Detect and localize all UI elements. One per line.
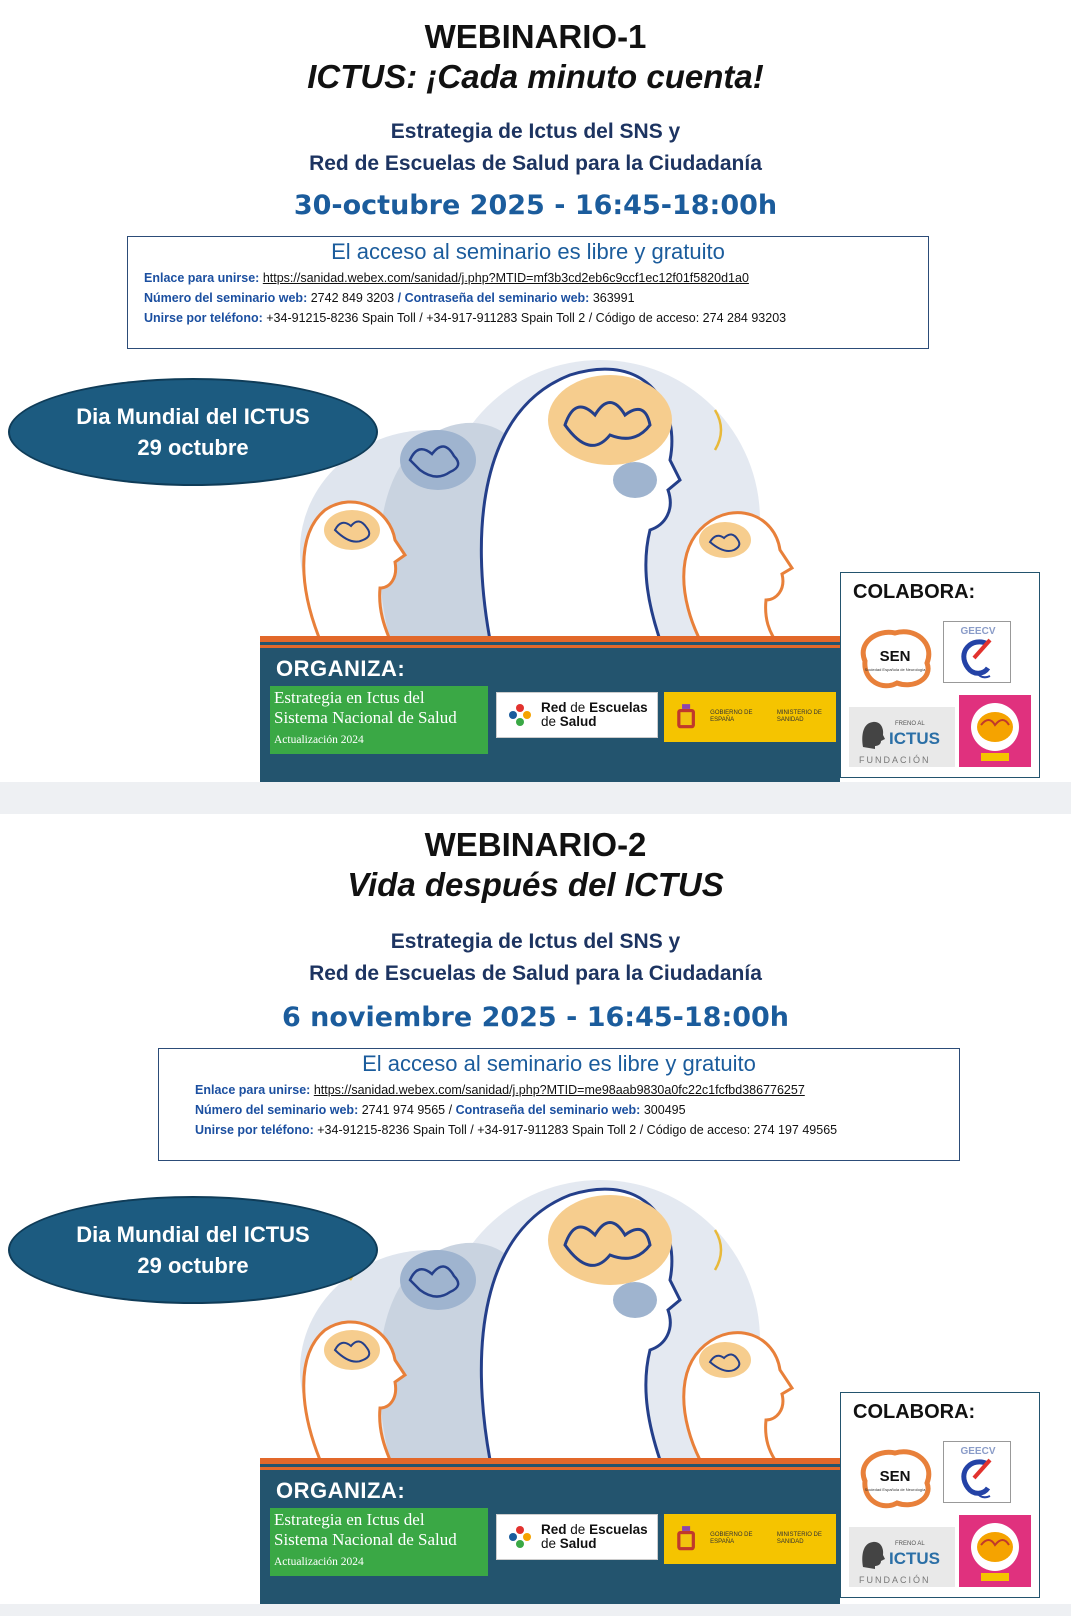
colabora-label: COLABORA:: [853, 1401, 976, 1423]
webinar-heading: WEBINARIO-2: [424, 826, 647, 863]
orange-stripe-thin: [260, 1467, 840, 1470]
strategy-update: Actualización 2024: [274, 1556, 364, 1568]
de-word-2: de: [541, 1536, 557, 1551]
sen-text: SEN: [879, 1468, 911, 1485]
number-label: Número del seminario web:: [195, 1103, 359, 1117]
number-label: Número del seminario web:: [144, 291, 308, 305]
head-silhouettes-illustration: [280, 350, 840, 640]
gobierno-text: GOBIERNO DE ESPAÑA: [710, 1532, 753, 1545]
world-stroke-day-badge: [8, 1196, 378, 1304]
password-label: / Contraseña del seminario web:: [397, 291, 590, 305]
link-label: Enlace para unirse:: [195, 1083, 311, 1097]
stroke-strategy-logo: [270, 686, 488, 754]
access-free-text: El acceso al seminario es libre y gratuito: [362, 1051, 756, 1076]
sen-subtext: Sociedad Española de Neurología: [864, 667, 926, 672]
phone-value: +34-91215-8236 Spain Toll / +34-917-911283 Spain Toll 2 / Código de acceso: 274 284 93203: [266, 311, 787, 325]
red-escuelas-logo: [496, 692, 658, 738]
coat-of-arms-icon: [674, 699, 698, 735]
flower-icon: [507, 1524, 533, 1550]
fundacion-ictus-logo: [849, 707, 955, 767]
world-stroke-day-badge: [8, 378, 378, 486]
strategy-line-1: Estrategia en Ictus del: [274, 688, 425, 707]
government-logo: [664, 1514, 836, 1564]
afasia-logo: [959, 1515, 1031, 1587]
government-logo: [664, 692, 836, 742]
link-label: Enlace para unirse:: [144, 271, 260, 285]
link-row: [159, 1083, 959, 1097]
organizer-line-1: Estrategia de Ictus del SNS y: [390, 930, 681, 953]
phone-label: Unirse por teléfono:: [144, 311, 263, 325]
strategy-line-1: Estrategia en Ictus del: [274, 1510, 425, 1529]
badge-line-1: Dia Mundial del ICTUS: [76, 404, 310, 429]
webinar-subtitle: Vida después del ICTUS: [347, 866, 724, 903]
orange-stripe: [260, 636, 840, 642]
salud-word: Salud: [559, 714, 597, 729]
fundacion-ictus-logo: [849, 1527, 955, 1587]
phone-row: [128, 311, 928, 325]
ministerio-text: MINISTERIO DE SANIDAD: [776, 710, 822, 723]
orange-stripe: [260, 1458, 840, 1464]
webinar-datetime: 6 noviembre 2025 - 16:45-18:00h: [281, 1002, 790, 1033]
red-word: Red: [541, 700, 567, 715]
sen-subtext: Sociedad Española de Neurología: [864, 1487, 926, 1492]
organizer-line-1: Estrategia de Ictus del SNS y: [390, 120, 681, 143]
webinar-datetime: 30-octubre 2025 - 16:45-18:00h: [293, 190, 778, 221]
webinar-heading: WEBINARIO-1: [424, 18, 647, 55]
head-silhouettes-illustration: [280, 1170, 840, 1460]
stroke-strategy-logo: [270, 1508, 488, 1576]
de-word: de: [570, 700, 586, 715]
organiza-label: ORGANIZA:: [276, 656, 406, 681]
geecv-text: GEECV: [960, 1446, 996, 1457]
phone-label: Unirse por teléfono:: [195, 1123, 314, 1137]
organizer-line-2: Red de Escuelas de Salud para la Ciudadanía: [309, 962, 762, 985]
geecv-emblem-icon: [944, 1442, 1012, 1504]
webinar-2-flyer: [0, 814, 1071, 1604]
afasia-logo: [959, 695, 1031, 767]
red-escuelas-logo: [496, 1514, 658, 1560]
organiza-bar: [260, 1458, 840, 1604]
strategy-line-2: Sistema Nacional de Salud: [274, 708, 457, 727]
password-label: Contraseña del seminario web:: [455, 1103, 641, 1117]
flower-icon: [507, 702, 533, 728]
organiza-bar: [260, 636, 840, 782]
password-value: 363991: [592, 291, 635, 305]
ictus-text: ICTUS: [889, 729, 940, 748]
de-word: de: [570, 1522, 586, 1537]
badge-line-2: 29 octubre: [137, 1253, 249, 1278]
number-row: [159, 1103, 959, 1117]
organizer-line-2: Red de Escuelas de Salud para la Ciudadanía: [309, 152, 762, 175]
sen-brain-logo: [853, 1443, 937, 1513]
escuelas-word: Escuelas: [589, 1522, 648, 1537]
link-row: [128, 271, 928, 285]
number-value: 2741 974 9565 /: [361, 1103, 453, 1117]
fundacion-text: FUNDACIÓN: [859, 755, 931, 765]
colabora-label: COLABORA:: [853, 581, 976, 603]
webex-link[interactable]: https://sanidad.webex.com/sanidad/j.php?MTID=me98aab9830a0fc22c1fcfbd386776257: [313, 1083, 805, 1097]
strategy-update: Actualización 2024: [274, 734, 364, 746]
freno-text: FRENO AL: [895, 721, 925, 727]
ministerio-text: MINISTERIO DE SANIDAD: [776, 1532, 822, 1545]
webex-link[interactable]: https://sanidad.webex.com/sanidad/j.php?MTID=mf3b3cd2eb6c9ccf1ec12f01f5820d1a0: [262, 271, 749, 285]
coat-of-arms-icon: [674, 1521, 698, 1557]
strategy-line-2: Sistema Nacional de Salud: [274, 1530, 457, 1549]
access-info-box: [127, 236, 929, 349]
colabora-box: [840, 572, 1040, 778]
geecv-logo: [943, 1441, 1011, 1503]
escuelas-word: Escuelas: [589, 700, 648, 715]
ictus-text: ICTUS: [889, 1549, 940, 1568]
sen-brain-logo: [853, 623, 937, 693]
webinar-subtitle: ICTUS: ¡Cada minuto cuenta!: [307, 58, 764, 95]
de-word-2: de: [541, 714, 557, 729]
colabora-box: [840, 1392, 1040, 1598]
access-free-text: El acceso al seminario es libre y gratuito: [331, 239, 725, 264]
fundacion-text: FUNDACIÓN: [859, 1575, 931, 1585]
number-row: [128, 291, 928, 305]
phone-value: +34-91215-8236 Spain Toll / +34-917-911283 Spain Toll 2 / Código de acceso: 274 197 49565: [317, 1123, 838, 1137]
access-info-box: [158, 1048, 960, 1161]
gobierno-text: GOBIERNO DE ESPAÑA: [710, 710, 753, 723]
brain-circle-icon: [959, 1515, 1031, 1587]
password-value: 300495: [643, 1103, 686, 1117]
red-word: Red: [541, 1522, 567, 1537]
sen-text: SEN: [879, 648, 911, 665]
orange-stripe-thin: [260, 645, 840, 648]
badge-line-1: Dia Mundial del ICTUS: [76, 1222, 310, 1247]
number-value: 2742 849 3203: [310, 291, 395, 305]
geecv-logo: [943, 621, 1011, 683]
head-profile-icon: [859, 1539, 885, 1569]
salud-word: Salud: [559, 1536, 597, 1551]
badge-line-2: 29 octubre: [137, 435, 249, 460]
organiza-label: ORGANIZA:: [276, 1478, 406, 1503]
geecv-emblem-icon: [944, 622, 1012, 684]
phone-row: [159, 1123, 959, 1137]
freno-text: FRENO AL: [895, 1541, 925, 1547]
brain-circle-icon: [959, 695, 1031, 767]
webinar-1-flyer: [0, 0, 1071, 782]
geecv-text: GEECV: [960, 626, 996, 637]
head-profile-icon: [859, 719, 885, 749]
